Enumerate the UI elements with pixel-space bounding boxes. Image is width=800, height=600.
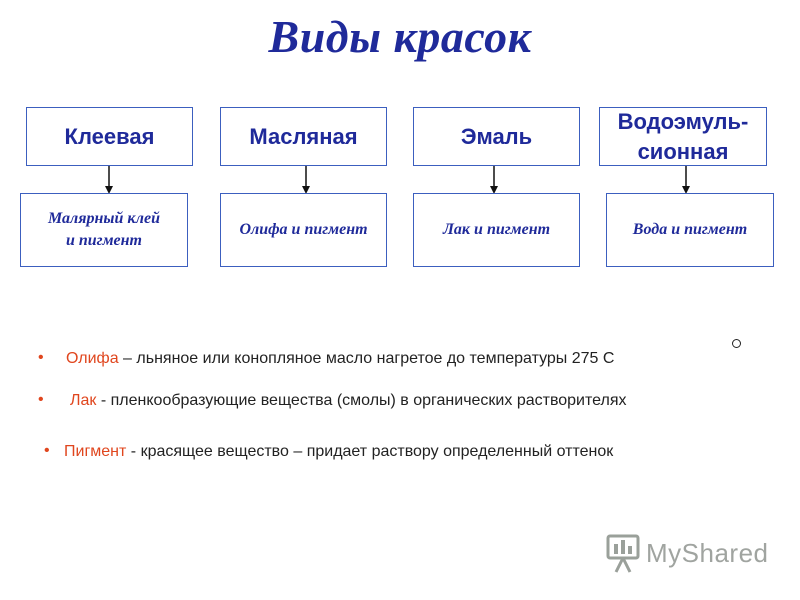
degree-sign	[732, 339, 741, 348]
bullet-lak-text: - пленкообразующие вещества (смолы) в органических растворителях	[96, 392, 627, 409]
bullet-dot-2: •	[38, 391, 44, 408]
logo-text: MyShared	[646, 538, 769, 568]
term-pigment: Пигмент	[64, 443, 127, 460]
box-malyarny-klei	[20, 193, 188, 267]
bullet-pigment-text: - красящее вещество – придает раствору определенный оттенок	[126, 443, 614, 460]
box-kleevaya-label: Клеевая	[64, 123, 155, 149]
myshared-logo	[606, 532, 771, 576]
bullet-olifa	[66, 350, 614, 368]
box-voda-pigment-label: Вода и пигмент	[632, 221, 748, 238]
term-lak: Лак	[70, 392, 97, 409]
box-voda-pigment	[606, 193, 774, 267]
bullet-dot-1: •	[38, 349, 44, 366]
box-olifa-pigment	[220, 193, 387, 267]
bullet-pigment	[64, 443, 613, 461]
box-maslyanaya-label: Масляная	[249, 123, 358, 149]
bullet-dot-3: •	[44, 442, 50, 459]
box-lak-pigment-label: Лак и пигмент	[442, 221, 551, 238]
box-malyarny-klei-label: Малярный клей и пигмент	[48, 210, 160, 249]
bullet-olifa-text: – льняное или конопляное масло нагретое до температуры 275 С	[118, 350, 615, 367]
box-lak-pigment	[413, 193, 580, 267]
box-emal-label: Эмаль	[460, 123, 533, 149]
bullet-lak	[70, 392, 627, 410]
term-olifa: Олифа	[66, 350, 119, 367]
slide-title: Виды красок	[268, 11, 532, 62]
box-olifa-pigment-label: Олифа и пигмент	[239, 221, 368, 238]
box-vodoemulsionnaya-label: Водоэмуль- сионная	[617, 108, 749, 164]
